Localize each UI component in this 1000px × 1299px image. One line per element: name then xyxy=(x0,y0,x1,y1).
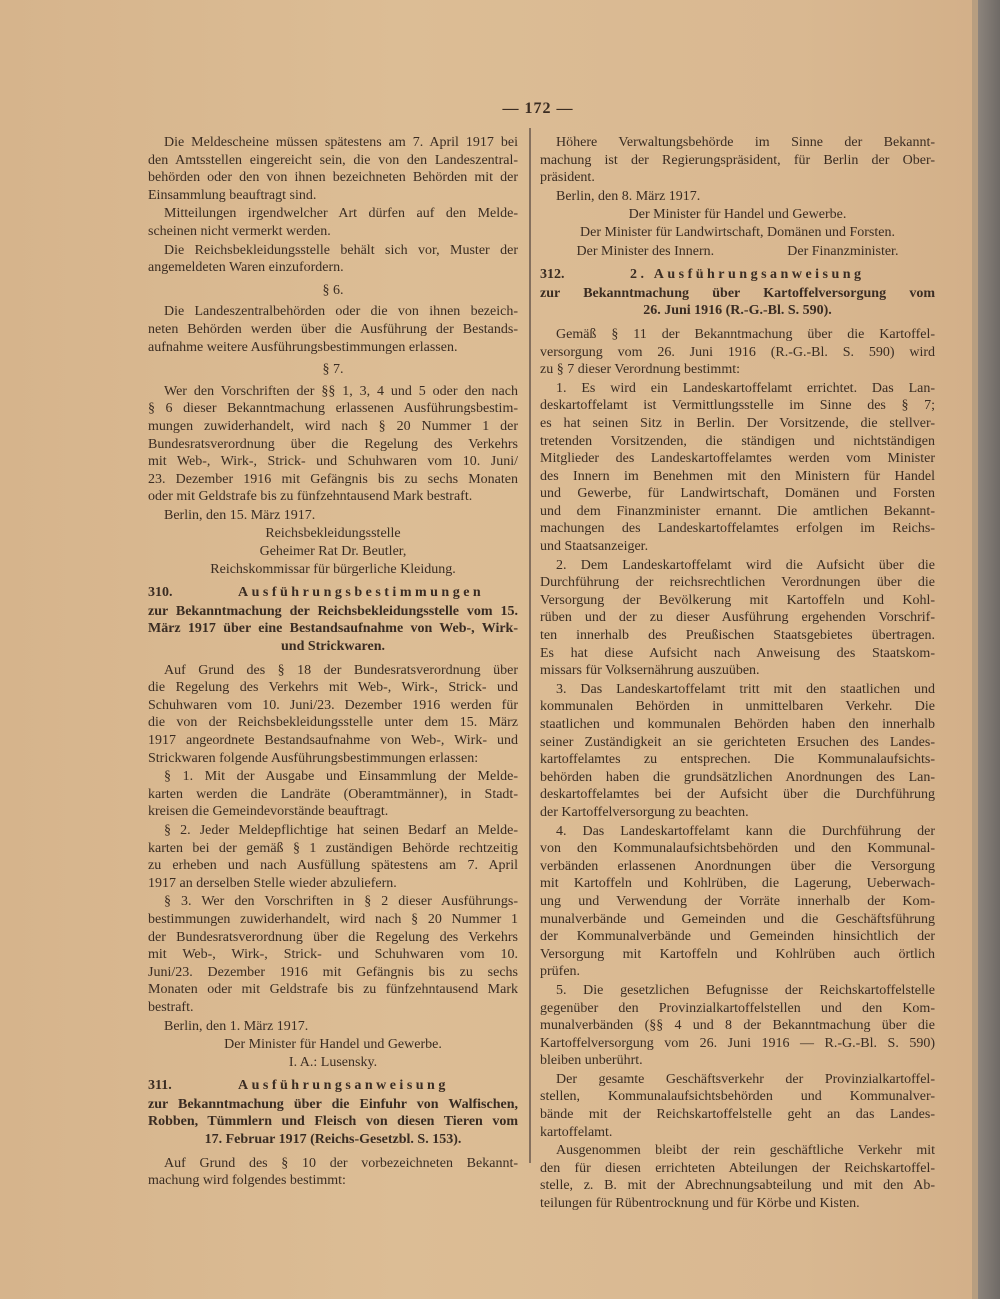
text-line: und dem Finanzminister ernannt. Die amtlichen Bekannt- xyxy=(540,503,935,519)
signature-line: Der Finanzminister. xyxy=(787,243,899,259)
paragraph-block xyxy=(540,380,935,556)
heading-block xyxy=(148,584,518,602)
text-line: 23. Dezember 1916 mit Gefängnis bis zu sechs Monaten xyxy=(148,471,518,487)
text-line: Höhere Verwaltungsbehörde im Sinne der Bekannt- xyxy=(556,135,935,150)
paragraph-block xyxy=(540,1071,935,1141)
text-line: aufnahme weitere Ausführungsbestimmungen erlassen. xyxy=(148,339,458,355)
text-line: Reichsbekleidungsstelle xyxy=(265,526,401,542)
text-line: bände mit der Reichskartoffelstelle geht an das Landes- xyxy=(540,1107,935,1123)
title-block xyxy=(148,603,518,656)
text-line: des Innern im Benehmen mit den Ministern für Handel xyxy=(540,468,935,484)
date-block xyxy=(540,188,935,206)
paragraph-block xyxy=(148,242,518,277)
text-line: Mitglieder des Landeskartoffelamtes werden vom Minister xyxy=(540,451,935,467)
text-line: Geheimer Rat Dr. Beutler, xyxy=(259,544,407,560)
text-line: karten bei der gemäß § 1 zuständigen Behörde rechtzeitig xyxy=(148,840,518,856)
text-line: tretenden Vorsitzenden, die ständigen und nichtständigen xyxy=(540,433,935,449)
text-line: § 2. Jeder Meldepflichtige hat seinen Bedarf an Melde- xyxy=(164,822,518,838)
section-heading: Ausführungsbestimmungen xyxy=(238,585,485,601)
paragraph-block xyxy=(540,681,935,822)
text-line: Die Meldescheine müssen spätestens am 7. April 1917 bei xyxy=(164,135,518,150)
text-line: angemeldeten Waren einzufordern. xyxy=(148,260,344,276)
text-line: § 1. Mit der Ausgabe und Einsammlung der Melde- xyxy=(164,769,518,785)
text-line: mit Kartoffeln und Kohlrüben, die Lagerung, Ueberwach- xyxy=(540,876,935,892)
heading-block xyxy=(148,1077,518,1095)
text-line: § 6. xyxy=(322,282,344,298)
text-line: und Staatsanzeiger. xyxy=(540,539,649,555)
text-line: Bundesratsverordnung über die Regelung des Verkehrs xyxy=(148,436,518,452)
section-block xyxy=(148,361,518,379)
text-line: Schuhwaren vom 10. Juni/23. Dezember 1916 werden für xyxy=(148,697,518,713)
text-line: kartoffelamtes zu entsprechen. Die Kommunalaufsichts- xyxy=(540,752,935,768)
text-line: machung ist der Regierungspräsident, für Berlin der Ober- xyxy=(540,152,935,168)
paragraph-block xyxy=(148,383,518,506)
text-line: Kartoffelversorgung vom 26. Juni 1916 — R.-G.-Bl. S. 590) xyxy=(540,1035,935,1051)
text-line: es hat seinen Sitz in Berlin. Der Vorsitzende, die stellver- xyxy=(540,415,935,431)
text-line: kreisen die Gemeindevorstände beauftragt. xyxy=(148,804,389,820)
text-line: gegenüber den Provinzialkartoffelstellen und den Kom- xyxy=(540,1000,935,1016)
paragraph-block xyxy=(148,893,518,1016)
text-line: machung wird folgendes bestimmt: xyxy=(148,1173,346,1189)
signature-line: Der Minister des Innern. xyxy=(576,243,715,259)
text-line: stelle, z. B. mit der Abrechnungsabteilung und mit den Ab- xyxy=(540,1178,935,1194)
text-line: Einsammlung beauftragt sind. xyxy=(148,187,317,203)
paragraph-block xyxy=(148,205,518,240)
text-line: Gemäß § 11 der Bekanntmachung über die Kartoffel- xyxy=(556,326,935,342)
section-number: 311. xyxy=(148,1078,172,1094)
text-line: Reichskommissar für bürgerliche Kleidung. xyxy=(210,561,456,577)
text-line: Der Minister für Landwirtschaft, Domänen und Forsten. xyxy=(580,224,895,240)
text-line: staatlichen und kommunalen Behörden haben den innerhalb xyxy=(540,717,935,732)
text-line: Der Minister für Handel und Gewerbe. xyxy=(224,1037,442,1053)
text-line: Berlin, den 15. März 1917. xyxy=(164,507,316,523)
text-line: 17. Februar 1917 (Reichs-Gesetzbl. S. 153). xyxy=(204,1132,462,1148)
text-line: Wer den Vorschriften der §§ 1, 3, 4 und 5 oder den nach xyxy=(164,383,518,399)
text-line: 1917 an derselben Stelle wieder abzuliefern. xyxy=(148,875,397,891)
paragraph-block xyxy=(540,557,935,680)
text-line: bleiben unberührt. xyxy=(540,1053,643,1069)
text-line: von den Kommunalaufsichtsbehörden und den Kommunal- xyxy=(540,841,935,857)
text-line: zu erheben und nach Ausfüllung spätestens am 7. April xyxy=(148,858,518,874)
text-line: stellen, Kommunalaufsichtsbehörden und Kommunalver- xyxy=(540,1089,935,1105)
paragraph-block xyxy=(148,768,518,821)
section-number: 310. xyxy=(148,585,173,601)
heading-block xyxy=(540,266,935,284)
text-line: behörden oder den von ihnen bezeichneten Behörden mit der xyxy=(148,170,518,186)
title-block xyxy=(148,1096,518,1149)
text-line: deskartoffelamt ist Vermittlungsstelle im Sinne des § 7; xyxy=(540,398,935,414)
text-line: machungen des Landeskartoffelamtes erfolgen im Reichs- xyxy=(540,521,935,537)
text-line: mungen zuwiderhandelt, wird nach § 20 Nummer 1 der xyxy=(148,418,518,434)
text-line: verbänden erlassenen Anordnungen über die Versorgung xyxy=(540,858,935,874)
paragraph-block xyxy=(540,1142,935,1212)
text-line: Versorgung mit Kartoffeln und Kohlrüben auch örtlich xyxy=(540,946,935,962)
text-line: munalverbände und Gemeinden und die Geschäftsführung xyxy=(540,911,935,927)
paragraph-block xyxy=(148,134,518,204)
text-line: 2. Dem Landeskartoffelamt wird die Aufsicht über die xyxy=(556,557,935,573)
section-block xyxy=(148,282,518,300)
text-line: 3. Das Landeskartoffelamt tritt mit den staatlichen und xyxy=(556,681,935,697)
text-line: März 1917 über eine Bestandsaufnahme von Web-, Wirk- xyxy=(148,621,518,637)
paragraph-block xyxy=(540,823,935,981)
text-line: zur Bekanntmachung über Kartoffelversorgung vom xyxy=(540,285,935,301)
text-line: munalverbänden (§§ 4 und 8 der Bekanntmachung über die xyxy=(540,1018,935,1034)
text-line: Der Minister für Handel und Gewerbe. xyxy=(628,207,847,223)
text-line: I. A.: Lusensky. xyxy=(288,1054,378,1070)
text-line: kommunalen Behörden in unmittelbaren Verkehr. Die xyxy=(540,699,935,715)
title-block xyxy=(540,285,935,320)
text-line: § 7. xyxy=(322,362,344,378)
pair-block xyxy=(540,243,935,261)
text-line: § 6 dieser Bekanntmachung erlassenen Ausführungsbestim- xyxy=(148,401,518,417)
text-line: Versorgung der Bevölkerung mit Kartoffeln und Kohl- xyxy=(540,592,935,608)
text-line: 5. Die gesetzlichen Befugnisse der Reichskartoffelstelle xyxy=(556,982,935,998)
text-line: neten Behörden werden über die Ausführung der Bestands- xyxy=(148,321,518,337)
text-line: teilungen für Rübentrocknung und für Körbe und Kisten. xyxy=(540,1196,860,1212)
text-line: scheinen nicht vermerkt werden. xyxy=(148,223,331,239)
paragraph-block xyxy=(148,662,518,768)
text-line: zur Bekanntmachung der Reichsbekleidungsstelle vom 15. xyxy=(148,603,518,619)
text-line: missars für Volksernährung auszuüben. xyxy=(540,663,760,679)
text-line: Die Landeszentralbehörden oder die von ihnen bezeich- xyxy=(164,304,518,320)
text-line: der Kartoffelversorgung zu beachten. xyxy=(540,804,749,820)
text-line: 4. Das Landeskartoffelamt kann die Durchführung der xyxy=(556,823,935,839)
text-line: prüfen. xyxy=(540,964,581,980)
text-line: behörden haben die grundsätzlichen Anordnungen des Lan- xyxy=(540,769,935,785)
text-line: Juni/23. Dezember 1916 mit Gefängnis bis zu sechs xyxy=(148,964,518,980)
text-line: mit Web-, Wirk-, Strick- und Schuhwaren vom 10. xyxy=(148,947,518,963)
text-line: der Bundesratsverordnung über die Regelung des Verkehrs xyxy=(148,929,518,945)
text-line: Berlin, den 8. März 1917. xyxy=(556,188,701,204)
text-line: 26. Juni 1916 (R.-G.-Bl. S. 590). xyxy=(643,303,832,319)
text-line: Robben, Tümmlern und Fleisch von diesen Tieren vom xyxy=(148,1114,518,1130)
text-line: Berlin, den 1. März 1917. xyxy=(164,1018,309,1034)
paragraph-block xyxy=(540,326,935,379)
text-line: ten innerhalb des Preußischen Staatsgebietes übertragen. xyxy=(540,628,935,644)
paragraph-block xyxy=(540,982,935,1070)
text-line: den Amtsstellen eingereicht sein, die von den Landeszentral- xyxy=(148,152,518,168)
text-line: seiner Zuständigkeit an sie gerichteten Ersuchen des Landes- xyxy=(540,734,935,750)
text-line: kartoffelamt. xyxy=(540,1124,613,1140)
text-line: die von der Reichsbekleidungsstelle unter dem 15. März xyxy=(148,715,518,731)
sig-block xyxy=(540,206,935,241)
section-number: 312. xyxy=(540,267,565,283)
text-line: Es hat diese Aufsicht nach Anweisung des Staatskom- xyxy=(540,645,935,661)
text-line: Die Reichsbekleidungsstelle behält sich vor, Muster der xyxy=(164,242,518,258)
date-block xyxy=(148,507,518,525)
text-line: den für diesen errichteten Abteilungen der Reichskartoffel- xyxy=(540,1160,935,1176)
text-line: Auf Grund des § 18 der Bundesratsverordnung über xyxy=(164,662,518,678)
text-line: deskartoffelamtes bei der Aufsicht über die Durchführung xyxy=(540,787,935,803)
section-heading: Ausführungsanweisung xyxy=(238,1078,449,1094)
text-line: mit Web-, Wirk-, Strick- und Schuhwaren vom 10. Juni/ xyxy=(148,454,518,470)
sig-block xyxy=(148,525,518,578)
text-line: bestraft. xyxy=(148,999,194,1015)
text-line: Mitteilungen irgendwelcher Art dürfen auf den Melde- xyxy=(164,206,518,222)
paragraph-block xyxy=(148,822,518,892)
sig-block xyxy=(148,1036,518,1071)
text-line: oder mit Geldstrafe bis zu fünfzehntausend Mark bestraft. xyxy=(148,489,473,505)
text-line: die Regelung des Verkehrs mit Web-, Wirk-, Strick- und xyxy=(148,680,518,696)
left-column xyxy=(148,134,518,1191)
date-block xyxy=(148,1018,518,1036)
text-line: § 3. Wer den Vorschriften in § 2 dieser Ausführungs- xyxy=(164,894,518,910)
text-line: 1917 angeordnete Bestandsaufnahme von Web-, Wirk- und xyxy=(148,733,518,748)
text-line: Strickwaren folgende Ausführungsbestimmungen erlassen: xyxy=(148,750,479,766)
text-line: Ausgenommen bleibt der rein geschäftliche Verkehr mit xyxy=(556,1143,935,1159)
section-heading: 2. Ausführungsanweisung xyxy=(630,267,865,283)
page-number: — 172 — xyxy=(502,100,574,117)
text-line: und Strickwaren. xyxy=(281,639,385,655)
text-line: zu § 7 dieser Verordnung bestimmt: xyxy=(540,362,740,378)
paragraph-block xyxy=(540,134,935,187)
book-cover-edge xyxy=(978,0,1000,1299)
text-line: Durchführung der reichsrechtlichen Verordnungen über die xyxy=(540,575,935,591)
text-line: Monaten oder mit Geldstrafe bis zu fünfzehntausend Mark xyxy=(148,982,518,998)
text-line: versorgung vom 26. Juni 1916 (R.-G.-Bl. S. 590) wird xyxy=(540,344,935,360)
text-line: der Kommunalverbände und Gemeinden hinsichtlich der xyxy=(540,929,935,945)
text-line: bestimmungen zuwiderhandelt, wird nach § 20 Nummer 1 xyxy=(148,911,518,927)
paragraph-block xyxy=(148,303,518,356)
text-line: und Gewerbe, für Landwirtschaft, Domänen und Forsten xyxy=(540,486,935,502)
text-line: zur Bekanntmachung über die Einfuhr von Walfischen, xyxy=(148,1096,518,1112)
right-column xyxy=(540,134,935,1214)
column-divider xyxy=(529,128,531,1163)
text-line: 1. Es wird ein Landeskartoffelamt errichtet. Das Lan- xyxy=(556,380,935,396)
text-line: präsident. xyxy=(540,170,595,186)
paragraph-block xyxy=(148,1155,518,1190)
text-line: Auf Grund des § 10 der vorbezeichneten Bekannt- xyxy=(164,1155,518,1171)
text-line: karten werden die Landräte (Oberamtmänner), in Stadt- xyxy=(148,786,518,802)
text-line: ung und Verwendung der Vorräte innerhalb der Kom- xyxy=(540,893,935,909)
text-line: rüben und der zu dieser Ausführung ergehenden Vorschrif- xyxy=(540,610,935,626)
text-line: Der gesamte Geschäftsverkehr der Provinzialkartoffel- xyxy=(556,1071,935,1087)
